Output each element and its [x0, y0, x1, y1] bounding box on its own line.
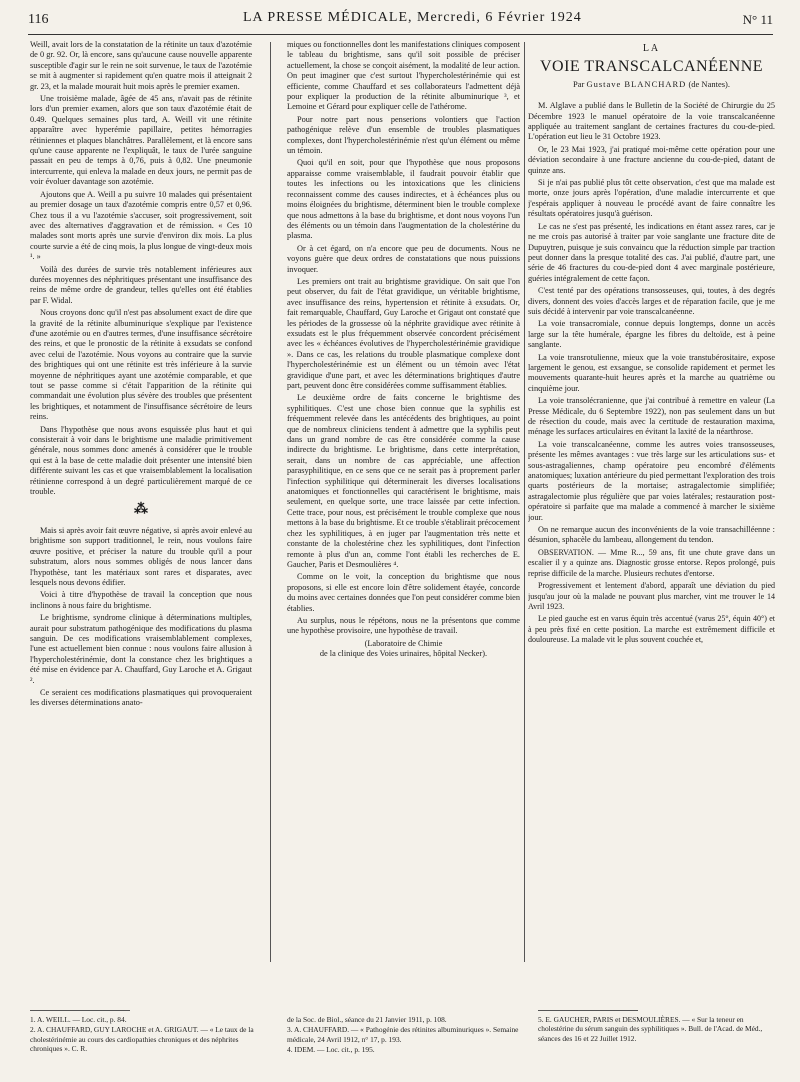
paragraph: Le deuxième ordre de faits concerne le brightisme des syphilitiques. C'est une chose bien connue que la syphilis est fréquemment relevée dans les antécédents des brightiques, au point que de nombreux cliniciens tendent à admettre que la syphilis peut dans un grand nombre de cas être considérée comme la cause indirecte du brightisme. Le brightisme, dans cette interprétation, serait, dans un nombre de cas appréciable, une affection parasyphilitique, en ce sens que ce ne serait pas à proprement parler l'infection syphilitique qui déterminerait les diverses localisations anatomiques et fonctionnelles qui caractérisent le brightisme, mais seulement, en quelque sorte, une trace laissée par cette infection. Cette trace, pour nous, est précisément le trouble complexe que nous mettons à la base du brightisme. Et ce trouble s'établirait précocement chez les syphilitiques, à en juger par l'augmentation très nette et constante de la cholestérine chez les syphilitiques, dont l'infection remonte à plus d'un an, comme l'ont établi les recherches de E. Gaucher, Paris et Desmoulières ⁴.: [287, 393, 520, 569]
paragraph: Comme on le voit, la conception du brightisme que nous proposons, si elle est encore loin d'être solidement étayée, concorde du moins avec certaines données que l'on peut considérer comme bien établies.: [287, 572, 520, 613]
journal-title: LA PRESSE MÉDICALE, Mercredi, 6 Février 1924: [243, 10, 582, 25]
paragraph: Or, le 23 Mai 1923, j'ai pratiqué moi-même cette opération pour une déviation secondaire à une fracture ancienne du cou-de-pied, datant de quinze ans.: [528, 144, 775, 175]
footnotes-right: [538, 1015, 778, 1044]
paragraph: Pour notre part nous penserions volontiers que l'action pathogénique relève d'un ensemble de troubles plasmatiques complexes, dont l'hypercholestérinémie n'est qu'un élément ou même un témoin.: [287, 114, 520, 156]
laboratory-credit: (Laboratoire de Chimie de la clinique des Voies urinaires, hôpital Necker).: [319, 638, 488, 659]
paragraph: La voie transolécranienne, que j'ai contribué à remettre en valeur (La Presse Médicale, du 6 Septembre 1922), non pas seulement dans un but de résection du coude, mais avec la certitude de restauration maxima, ménage les surfaces articulaires en évitant la laxité de la néarthrose.: [528, 396, 775, 437]
paragraph: Les premiers ont trait au brightisme gravidique. On sait que l'on peut observer, du fait de l'état gravidique, un véritable brightisme, avec insuffisance des reins, hypertension et rétinite à exsudats. Or, fait remarquable, Chauffard, Guy Laroche et Grigaut ont constaté que les périodes de la grossesse où la néphrite gravidique avec rétinite à exsudats est le plus fréquemment observée concordent précisément avec les « échéances évolutives de l'hypercholestérinémie gravidique ». Dans ce cas, les relations du trouble plasmatique complexe dont l'hypercholestérinémie est un élément ou un témoin avec l'état gravidique d'une part, et avec les déterminations brightiques d'autre part, peuvent donc être considérées comme suffisamment établies.: [287, 276, 520, 390]
paragraph: Or à cet égard, on n'a encore que peu de documents. Nous ne voyons guère que deux ordres de constatations que nous puissions invoquer.: [287, 243, 520, 274]
paragraph: Au surplus, nous le répétons, nous ne la présentons que comme une hypothèse provisoire, une hypothèse de travail.: [287, 615, 520, 636]
issue-date: Mercredi, 6 Février 1924: [417, 10, 582, 25]
paragraph: Le brightisme, syndrome clinique à déterminations multiples, aurait pour substratum pathogénique des modifications du plasma sanguin. De ces modifications vraisemblablement complexes, l'une est actuellement bien connue : nous voulons faire allusion à l'hypercholestérinémie, dont la constance chez les brightiques a été mise en évidence par A. Chauffard, Guy Laroche et A. Grigaut ².: [30, 613, 252, 685]
paragraph: Weill, avait lors de la constatation de la rétinite un taux d'azotémie de 0 gr. 92. Or, là encore, sans qu'aucune cause nouvelle apparente susceptible d'agir sur le rein ne soit survenue, le taux de l'azotémie se mit à augmenter si rapidement qu'en quatre mois il atteignait 2 gr. 23, et la malade mourait huit mois après le premier examen.: [30, 40, 252, 91]
footnote: 4. IDEM. — Loc. cit., p. 195.: [287, 1045, 375, 1055]
footnote: 3. A. CHAUFFARD. — « Pathogénie des rétinites albuminuriques ». Semaine médicale, 24 Avril 1912, n° 17, p. 193.: [287, 1025, 519, 1044]
column-right: [528, 40, 775, 960]
column-divider: [270, 42, 271, 962]
paragraph: Mais si après avoir fait œuvre négative, si après avoir enlevé au brightisme son support traditionnel, le rein, nous voulons faire œuvre positive, et préciser la nature du trouble qu'il a pour substratum, alors nous sommes obligés de nous lancer dans l'hypothèse, tant les matériaux sont rares et disparates, avec lesquels nous devons édifier.: [30, 525, 252, 587]
paragraph: Voilà des durées de survie très notablement inférieures aux durées moyennes des néphritiques présentant une insuffisance des reins de même ordre de grandeur, telles qu'elles ont été établies par F. Widal.: [30, 264, 252, 305]
issue-number: N° 11: [742, 12, 773, 27]
paragraph: La voie transcalcanéenne, comme les autres voies transosseuses, présente les mêmes avantages : vue très large sur les articulations sus- et sous-astragaliennes, champ opératoire peu encombré d'éléments anatomiques; luxation antérieure du pied permettant l'exploration des trois quarts postérieurs de la mortaise; astragalectomie simplifiée; astragalectomie plus régulière que par voies latérales; restauration post-opératoire si parfaite que ma malade a commencé à marcher le sixième jour.: [528, 439, 775, 522]
paragraph: Une troisième malade, âgée de 45 ans, n'avait pas de rétinite lors d'un premier examen, alors que son taux d'azotémie était de 0.49. Quelques semaines plus tard, A. Weill vit une rétinite apparaître avec hyperémie papillaire, petites hémorragies rétiniennes et plaques blanchâtres. Parallèlement, et là encore sans qu'une cause apparente ne l'expliquât, le taux de l'urée sanguine passait en peu de temps à 0,76, puis à 0,82. Une pneumonie intercurrente, qui enleva la malade en deux jours, ne permit pas de voir évoluer davantage son azotémie.: [30, 94, 252, 187]
observation-paragraph: Progressivement et lentement d'abord, apparaît une déviation du pied jusqu'au jour où la malade ne pouvant plus marcher, vint me trouver le 14 Avril 1923.: [528, 581, 775, 611]
paragraph: Ce seraient ces modifications plasmatiques qui provoqueraient les diverses déterminations anato-: [30, 687, 252, 708]
footnotes-left: [30, 1015, 260, 1055]
paragraph: Si je n'ai pas publié plus tôt cette observation, c'est que ma malade est morte, onze jours après l'opération, d'une maladie intercurrente et que j'espérais appliquer à nouveau le procédé avant de faire connaître les résultats opératoires jusqu'à guérison.: [528, 178, 775, 219]
paragraph: M. Alglave a publié dans le Bulletin de la Société de Chirurgie du 25 Décembre 1923 le manuel opératoire de la voie transcalcanéenne appliquée au traitement sanglant de certaines fractures du cou-de-pied. L'opération eut lieu le 31 Octobre 1923.: [528, 101, 775, 142]
article-label: LA: [642, 43, 661, 54]
header-rule: [28, 34, 773, 35]
paragraph: Nous croyons donc qu'il n'est pas absolument exact de dire que la gravité de la rétinite albuminurique s'explique par l'existence d'une azotémie ou en d'autres termes, d'une insuffisance sécrétoire des reins, et que le pronostic de la rétinite à exsudats se confond avec celui de l'azotémie. Nous voyons au contraire que la survie des brightiques qui ont une rétinite est très inférieure à la survie moyenne de néphritiques ayant une azotémie comparable, et que tout se passe comme si c'était l'apparition de la rétinite qui commandait une évolution plus sévère des troubles que présentent les brightiques, et notamment de l'insuffisance sécrétoire de leurs reins.: [30, 308, 252, 422]
column-left: [30, 40, 252, 1010]
footnote-rule: [538, 1010, 638, 1011]
article-author: Par Gustave BLANCHARD (de Nantes).: [572, 78, 730, 89]
footnote: de la Soc. de Biol., séance du 21 Janvier 1911, p. 108.: [287, 1015, 447, 1024]
paragraph: Ajoutons que A. Weill a pu suivre 10 malades qui présentaient au premier dosage un taux d'azotémie compris entre 0,57 et 0,96. Chez tous il a vu l'azotémie s'accuser, soit progressivement, soit avec des alternatives d'aggravation et de rémission. « Ces 10 malades sont morts après une survie d'environ dix mois. La plus courte survie a été de cinq mois, la plus longue de vingt-deux mois ¹. »: [30, 189, 252, 262]
column-middle: [287, 40, 520, 960]
footnote: 1. A. WEILL. — Loc. cit., p. 84.: [30, 1015, 127, 1024]
page-number: 116: [28, 12, 49, 27]
paragraph: miques ou fonctionnelles dont les manifestations cliniques composent le tableau du brightisme, sans qu'il soit possible de préciser actuellement, la chose se conçoit aisément, la modalité de leur action. On peut imaginer que c'est surtout l'hypercholestérinémie qui est efficiente, comme Chauffard et ses collaborateurs l'admettent déjà pour expliquer la production de la rétinite albuminurique ³, et Lemoine et Gérard pour expliquer celle de l'athérome.: [287, 40, 520, 112]
paragraph: C'est tenté par des opérations transosseuses, qui, toutes, à des degrés divers, donnent des voies d'accès larges et de réparation facile, que je me suis décidé à intervenir par voie transcalcanéenne.: [528, 286, 775, 316]
column-divider: [524, 42, 525, 962]
footnote: 2. A. CHAUFFARD, GUY LAROCHE et A. GRIGAUT. — « Le taux de la cholestérinémie au cours des cardiopathies chroniques et des néphrites chroniques ». C. R.: [30, 1025, 254, 1054]
footnote-rule: [30, 1010, 130, 1011]
observation-paragraph: OBSERVATION. — Mme R..., 59 ans, fit une chute grave dans un escalier il y a quinze ans. Diagnostic grosse entorse. Repos prolongé, puis reprise difficile de la marche. Plusieurs rechutes d'entorse.: [528, 547, 775, 578]
article-title: VOIE TRANSCALCANÉENNE: [539, 58, 764, 76]
paragraph: On ne remarque aucun des inconvénients de la voie transachilléenne : désunion, sphacèle du lambeau, allongement du tendon.: [528, 525, 775, 545]
paragraph: Dans l'hypothèse que nous avons esquissée plus haut et qui consisterait à voir dans le brightisme une maladie primitivement générale, nous sommes donc amenés à considérer que le trouble qui est à la base de cette maladie doit présenter une intensité bien différente suivant les cas et que vraisemblablement la localisation rétinienne correspond à un degré particulièrement marqué de ce trouble.: [30, 424, 252, 497]
paragraph: Quoi qu'il en soit, pour que l'hypothèse que nous proposons apparaisse comme vraisemblable, il faudrait pouvoir établir que toutes les infections ou les intoxications que les cliniciens reconnaissent comme des causes indirectes, et à échéances plus ou moins éloignées du brightisme, déterminent bien le trouble complexe que nous admettons à la base du brightisme, et dont nous voyons l'un des éléments ou un témoin dans l'augmentation de la cholestérine du plasma.: [287, 158, 520, 241]
section-asterism: ⁂: [134, 502, 148, 518]
paragraph: Le cas ne s'est pas présenté, les indications en étant assez rares, car je ne me crois pas autorisé à traiter par voie sanglante une fracture dite de Dupuytren, puisque je suis convaincu que la réduction simple par traction peut donner dans la presque totalité des cas. J'ai publié, d'autre part, une série de 46 fractures du cou-de-pied dont 4 avec marginale postérieure, guéries intégralement de cette façon.: [528, 221, 775, 283]
paragraph: La voie transrotulienne, mieux que la voie transtubérositaire, expose largement le genou, est exsangue, se consolide rapidement et permet les mouvements quarante-huit heures après et la marche au quatrième ou cinquième jour.: [528, 352, 775, 393]
footnotes-middle: [287, 1015, 520, 1056]
page-header: [28, 10, 773, 34]
paragraph: Voici à titre d'hypothèse de travail la conception que nous inclinons à nous faire du brightisme.: [30, 590, 252, 610]
paragraph: La voie transacromiale, connue depuis longtemps, donne un accès large sur la tête humérale, épargne les fibres du deltoïde, est à peine sanglante.: [528, 319, 775, 350]
observation-paragraph: Le pied gauche est en varus équin très accentué (varus 25°, équin 40°) et à peu près fixé en cette position. La marche est extrêmement difficile et douloureuse. La malade vit le plus souvent couchée et,: [528, 614, 775, 645]
footnote: 5. E. GAUCHER, PARIS et DESMOULIÈRES. — « Sur la teneur en cholestérine du sérum sanguin des syphilitiques ». Bull. de l'Acad. de Méd., séances des 16 et 22 Juillet 1912.: [538, 1015, 763, 1043]
